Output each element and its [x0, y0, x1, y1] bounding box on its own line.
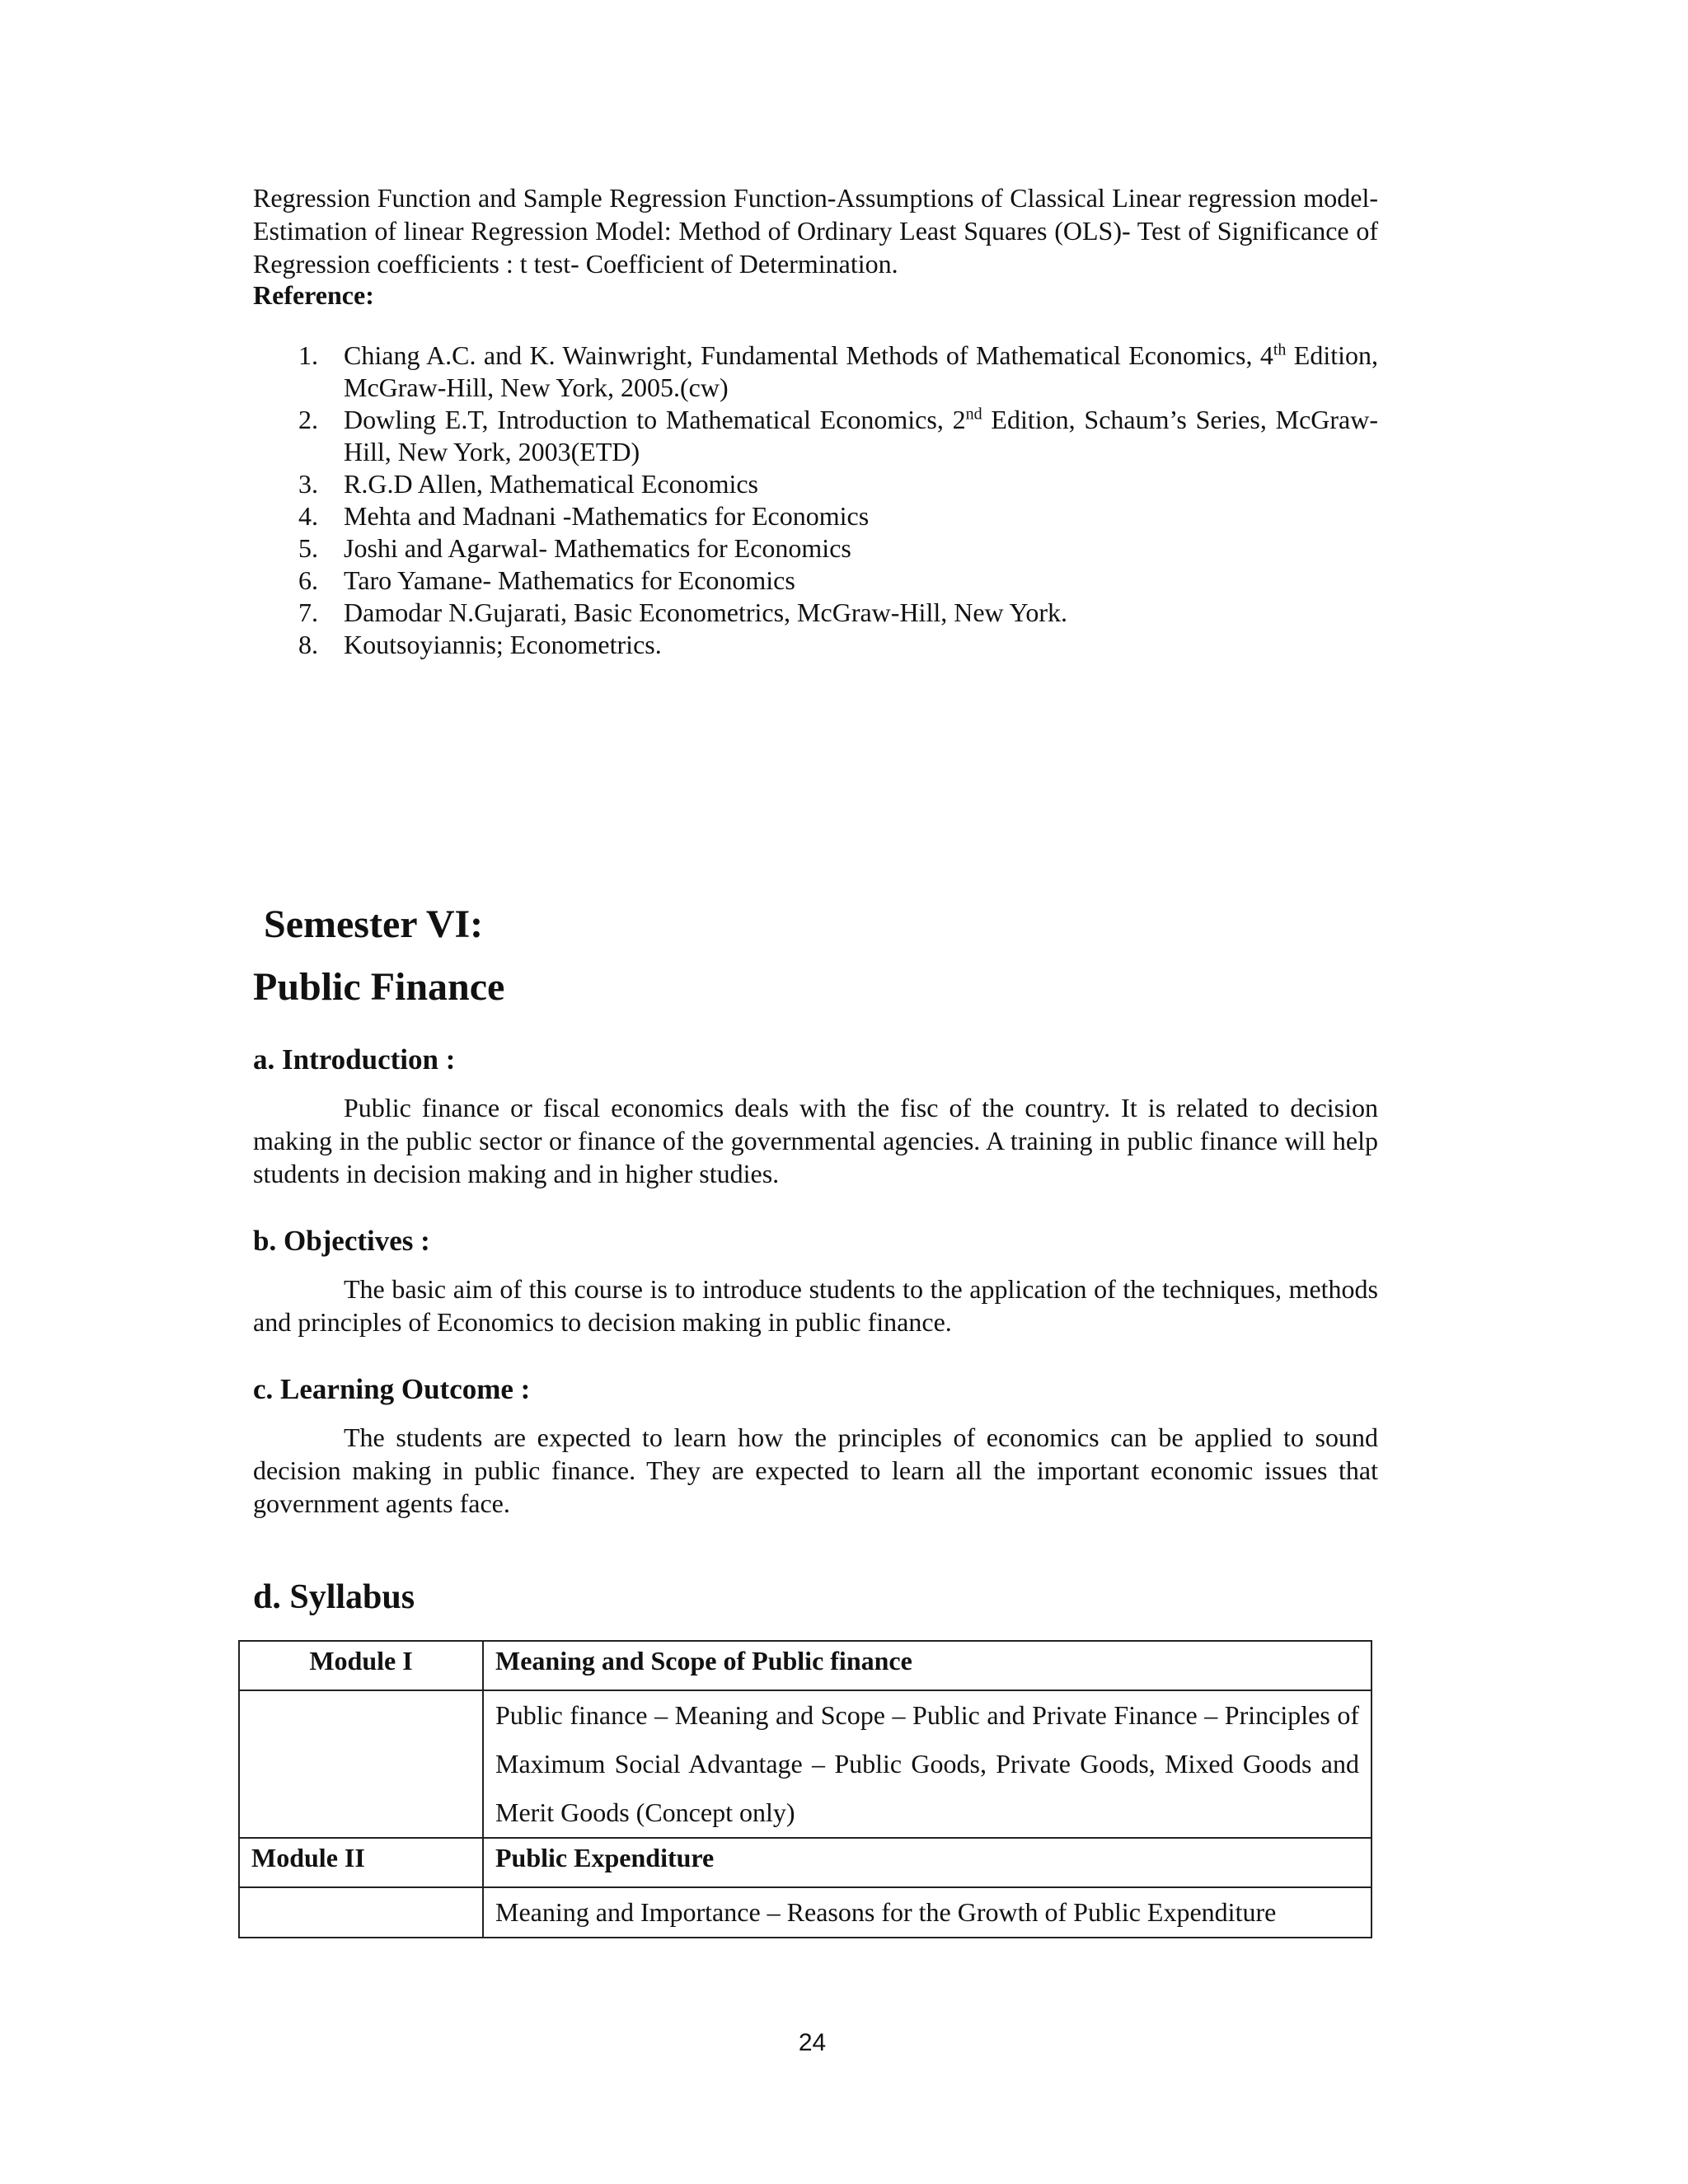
reference-item: 1. Chiang A.C. and K. Wainwright, Fundamental Methods of Mathematical Economics, 4th Edition, McGraw-Hill, New York, 2005.(cw)	[298, 340, 1379, 402]
semester-heading: Semester VI:	[264, 902, 484, 946]
reference-item: 3. R.G.D Allen, Mathematical Economics	[298, 469, 758, 499]
reference-number: 4.	[298, 501, 318, 531]
reference-item: 5. Joshi and Agarwal- Mathematics for Economics	[298, 533, 851, 563]
table-row	[239, 1641, 1372, 1690]
reference-item: 2. Dowling E.T, Introduction to Mathematical Economics, 2nd Edition, Schaum’s Series, McGraw-Hill, New York, 2003(ETD)	[298, 405, 1379, 466]
module-content: Public finance – Meaning and Scope – Public and Private Finance – Principles of Maximum Social Advantage – Public Goods, Private Goods, Mixed Goods and Merit Goods (Concept only)	[483, 1690, 1372, 1838]
reference-item: 8. Koutsoyiannis; Econometrics.	[298, 630, 662, 659]
reference-label: Reference:	[253, 280, 374, 310]
module-title: Meaning and Scope of Public finance	[483, 1641, 1372, 1690]
module-content: Meaning and Importance – Reasons for the Growth of Public Expenditure	[483, 1887, 1372, 1938]
learning-outcome-text: The students are expected to learn how the principles of economics can be applied to sound decision making in public finance. They are expected to learn all the important economic issues that government agents face.	[253, 1422, 1378, 1518]
learning-outcome-heading: c. Learning Outcome :	[253, 1373, 531, 1405]
reference-number: 8.	[298, 630, 318, 659]
module-label: Module II	[239, 1838, 483, 1887]
module-label: Module I	[239, 1641, 483, 1690]
reference-number: 5.	[298, 533, 318, 563]
course-title: Public Finance	[253, 965, 505, 1009]
table-row	[239, 1838, 1372, 1887]
reference-list	[253, 340, 1378, 661]
table-row	[239, 1690, 1372, 1838]
module-title: Public Expenditure	[483, 1838, 1372, 1887]
syllabus-table	[238, 1640, 1372, 1938]
table-row	[239, 1887, 1372, 1938]
reference-number: 7.	[298, 598, 318, 627]
empty-cell	[239, 1690, 483, 1838]
reference-number: 6.	[298, 565, 318, 595]
empty-cell	[239, 1887, 483, 1938]
reference-item: 6. Taro Yamane- Mathematics for Economics	[298, 565, 795, 595]
reference-number: 2.	[298, 405, 318, 434]
reference-number: 1.	[298, 340, 318, 370]
objectives-heading: b. Objectives :	[253, 1225, 430, 1257]
page-number: 24	[798, 2029, 827, 2056]
reference-number: 3.	[298, 469, 318, 499]
objectives-text: The basic aim of this course is to introduce students to the application of the techniques, methods and principles of Economics to decision making in public finance.	[253, 1274, 1378, 1337]
reference-item: 7. Damodar N.Gujarati, Basic Econometrics, McGraw-Hill, New York.	[298, 598, 1068, 627]
introduction-text: Public finance or fiscal economics deals with the fisc of the country. It is related to decision making in the public sector or finance of the governmental agencies. A training in public finance will help students in decision making and in higher studies.	[253, 1093, 1378, 1188]
syllabus-heading: d. Syllabus	[253, 1578, 415, 1616]
reference-item: 4. Mehta and Madnani -Mathematics for Economics	[298, 501, 870, 531]
intro-paragraph: Regression Function and Sample Regression Function-Assumptions of Classical Linear regression model-Estimation of linear Regression Model: Method of Ordinary Least Squares (OLS)- Test of Significance of Regression coefficients : t test- Coefficient of Determination.	[253, 183, 1378, 279]
introduction-heading: a. Introduction :	[253, 1043, 456, 1076]
